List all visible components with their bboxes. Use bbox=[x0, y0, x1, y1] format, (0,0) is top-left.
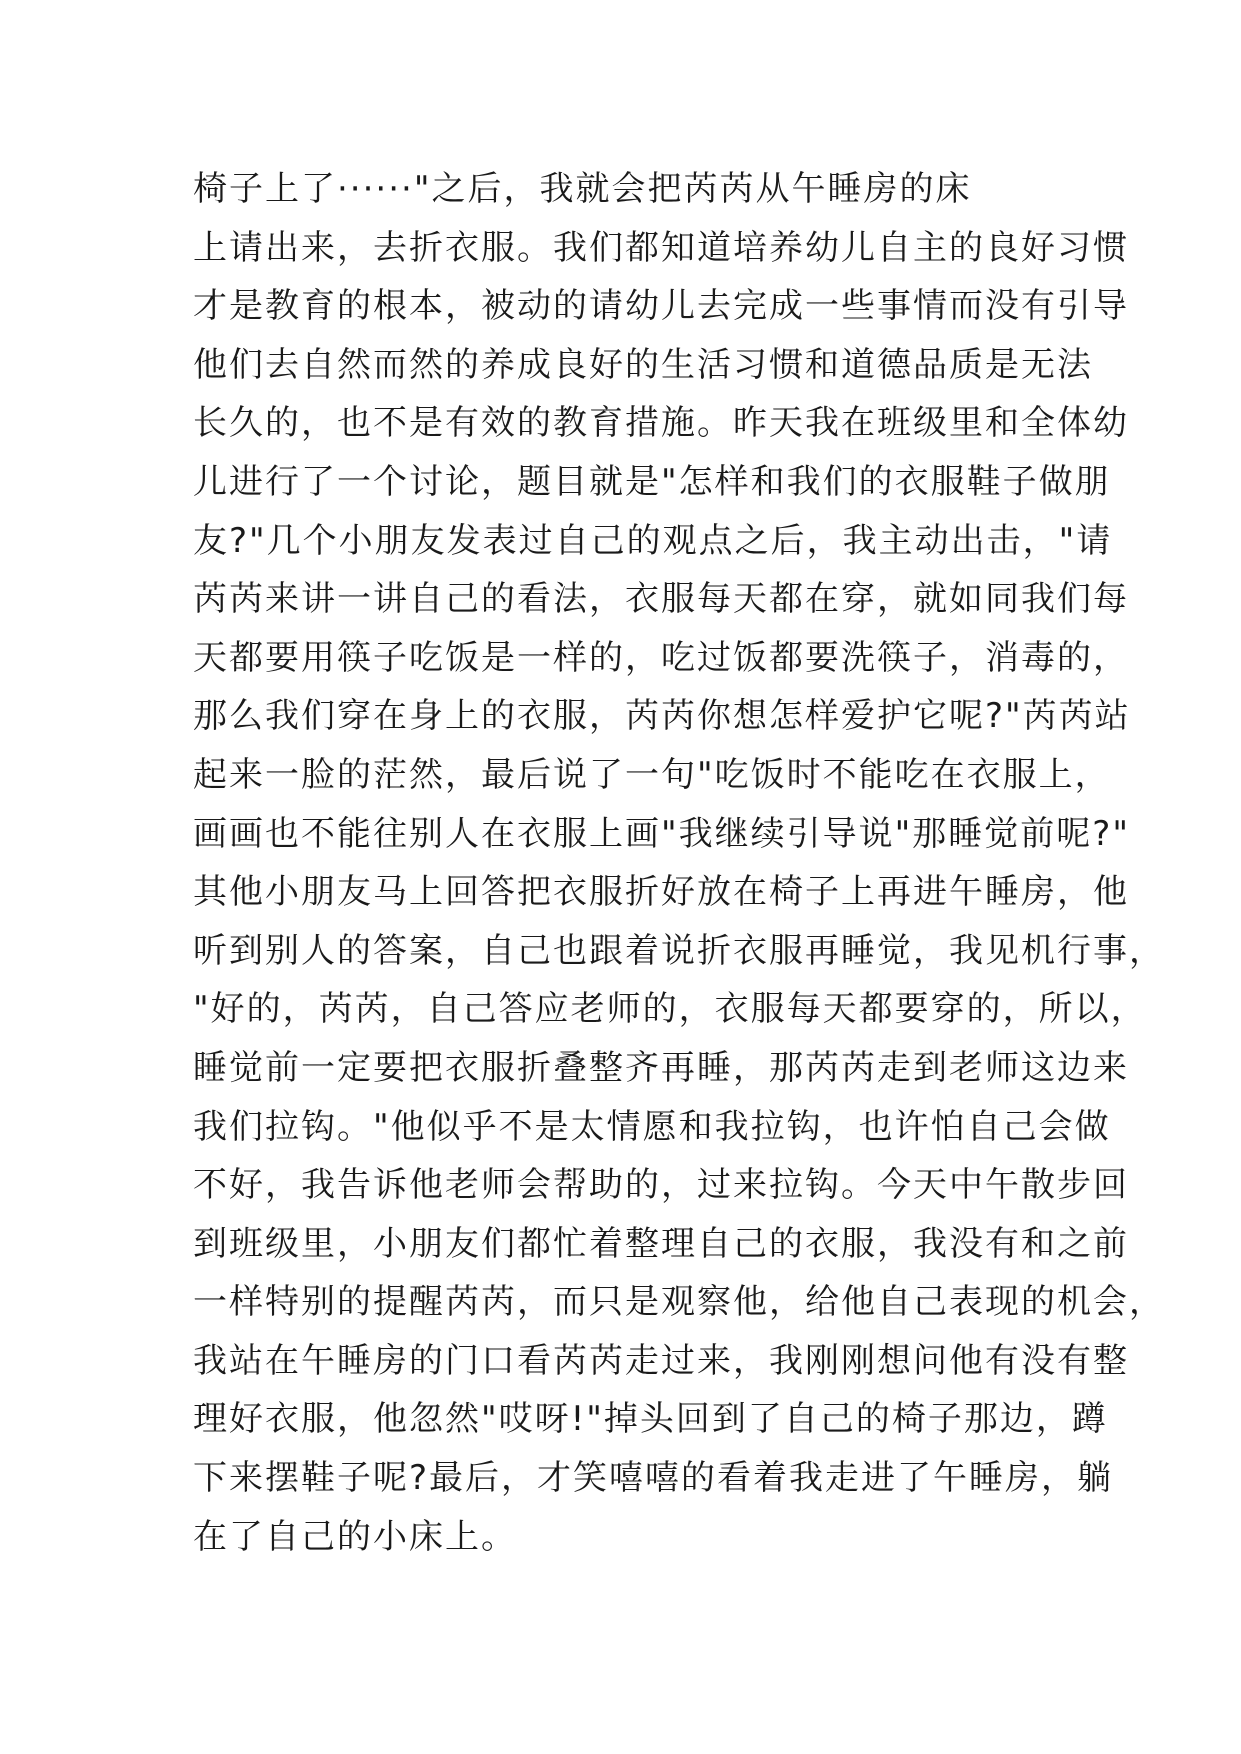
text-line: 芮芮来讲一讲自己的看法，衣服每天都在穿，就如同我们每 bbox=[193, 579, 1129, 620]
text-line: 听到别人的答案，自己也跟着说折衣服再睡觉，我见机行事， bbox=[193, 930, 1165, 971]
text-line: 椅子上了······"之后，我就会把芮芮从午睡房的床 bbox=[193, 169, 972, 209]
text-line: 长久的，也不是有效的教育措施。昨天我在班级里和全体幼 bbox=[193, 403, 1129, 444]
text-line: 上请出来，去折衣服。我们都知道培养幼儿自主的良好习惯 bbox=[193, 227, 1129, 268]
text-line: 我站在午睡房的门口看芮芮走过来，我刚刚想问他有没有整 bbox=[193, 1340, 1129, 1381]
text-line: 他们去自然而然的养成良好的生活习惯和道德品质是无法 bbox=[193, 344, 1093, 385]
text-line: 一样特别的提醒芮芮，而只是观察他，给他自己表现的机会， bbox=[193, 1282, 1165, 1323]
text-line: 我们拉钩。"他似乎不是太情愿和我拉钩，也许怕自己会做 bbox=[193, 1106, 1111, 1147]
text-line: 儿进行了一个讨论，题目就是"怎样和我们的衣服鞋子做朋 bbox=[193, 461, 1111, 502]
text-line: 天都要用筷子吃饭是一样的，吃过饭都要洗筷子，消毒的， bbox=[193, 637, 1129, 678]
text-line: 理好衣服，他忽然"哎呀!"掉头回到了自己的椅子那边，蹲 bbox=[193, 1399, 1108, 1440]
body-text bbox=[193, 160, 1165, 1566]
text-line: 睡觉前一定要把衣服折叠整齐再睡，那芮芮走到老师这边来 bbox=[193, 1047, 1129, 1088]
text-line: 才是教育的根本，被动的请幼儿去完成一些事情而没有引导 bbox=[193, 286, 1129, 327]
text-line: 其他小朋友马上回答把衣服折好放在椅子上再进午睡房，他 bbox=[193, 872, 1129, 913]
text-line: 到班级里，小朋友们都忙着整理自己的衣服，我没有和之前 bbox=[193, 1223, 1129, 1264]
text-line: 友?"几个小朋友发表过自己的观点之后，我主动出击，"请 bbox=[193, 520, 1113, 561]
text-line: 下来摆鞋子呢?最后，才笑嘻嘻的看着我走进了午睡房，躺 bbox=[193, 1458, 1114, 1499]
text-line: "好的，芮芮，自己答应老师的，衣服每天都要穿的，所以， bbox=[193, 989, 1147, 1030]
text-line: 起来一脸的茫然，最后说了一句"吃饭时不能吃在衣服上， bbox=[193, 754, 1111, 795]
text-line: 那么我们穿在身上的衣服，芮芮你想怎样爱护它呢?"芮芮站 bbox=[193, 696, 1131, 737]
text-line: 不好，我告诉他老师会帮助的，过来拉钩。今天中午散步回 bbox=[193, 1165, 1129, 1206]
text-line: 在了自己的小床上。 bbox=[193, 1516, 517, 1557]
text-line: 画画也不能往别人在衣服上画"我继续引导说"那睡觉前呢?" bbox=[193, 813, 1130, 854]
